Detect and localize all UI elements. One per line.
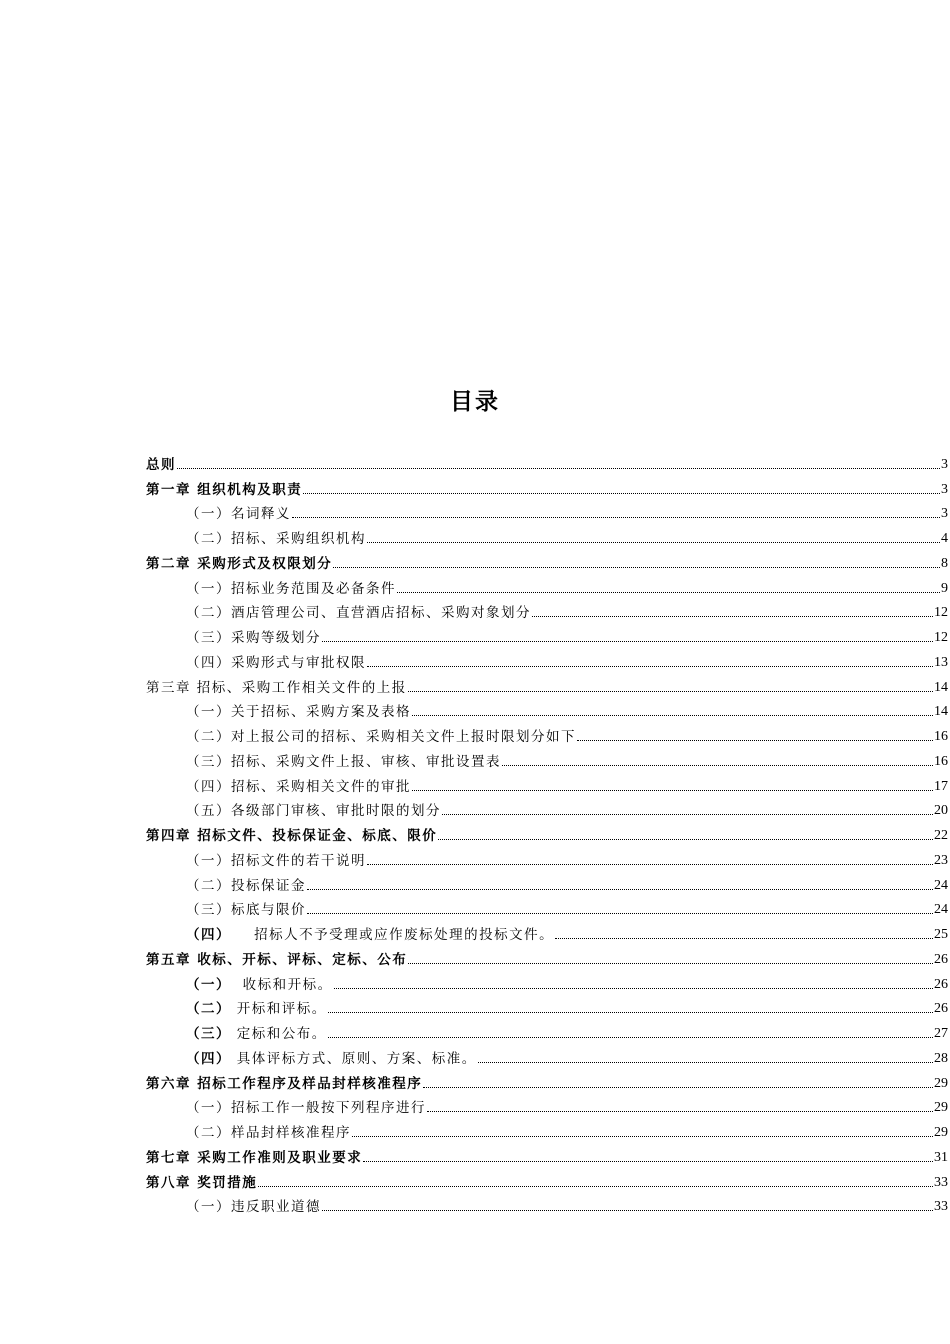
toc-entry-label: 第四章 招标文件、投标保证金、标底、限价 [146, 828, 438, 844]
toc-page-number: 25 [934, 927, 948, 942]
dot-leader [258, 1186, 933, 1187]
toc-entry-number: （一） [186, 976, 231, 993]
toc-page-number: 28 [934, 1050, 948, 1066]
toc-entry-text: 具体评标方式、原则、方案、标准。 [231, 1050, 477, 1067]
dot-leader [555, 938, 933, 939]
dot-leader [303, 493, 940, 494]
dot-leader [577, 740, 933, 741]
toc-entry-label: （三）招标、采购文件上报、审核、审批设置表 [186, 753, 501, 770]
toc-entry-label: （一）招标文件的若干说明 [186, 852, 366, 869]
toc-page-number: 26 [934, 951, 948, 967]
toc-entry[interactable] [146, 1167, 948, 1192]
toc-entry[interactable] [146, 647, 948, 672]
dot-leader [334, 988, 933, 989]
toc-entry-number: （四） [186, 1050, 231, 1067]
dot-leader [408, 691, 933, 692]
toc-page-number: 4 [941, 531, 948, 546]
toc-entry-label: 第七章 采购工作准则及职业要求 [146, 1149, 363, 1166]
toc-page-number: 16 [934, 729, 948, 744]
dot-leader [423, 1087, 933, 1088]
toc-entry-label: 第二章 采购形式及权限划分 [146, 555, 333, 572]
toc-entry-text: 招标人不予受理或应作废标处理的投标文件。 [231, 927, 555, 943]
toc-entry[interactable] [146, 622, 948, 647]
toc-page-number: 12 [934, 630, 948, 645]
toc-entry-label: 第六章 招标工作程序及样品封样核准程序 [146, 1075, 423, 1092]
toc-entry-label [186, 976, 333, 994]
toc-entry-text: 收标和开标。 [231, 976, 333, 993]
toc-entry-label: （四）采购形式与审批权限 [186, 654, 366, 671]
toc-page-number: 14 [934, 704, 948, 720]
toc-entry[interactable] [146, 598, 948, 623]
table-of-contents [146, 449, 948, 1216]
toc-entry-label: （四）招标、采购相关文件的审批 [186, 778, 411, 795]
toc-page-number: 26 [934, 976, 948, 992]
toc-page-number: 29 [934, 1075, 948, 1091]
toc-entry[interactable] [146, 994, 948, 1019]
toc-entry[interactable] [146, 474, 948, 499]
toc-entry-label [186, 1000, 327, 1018]
dot-leader [408, 963, 933, 964]
toc-entry[interactable] [146, 499, 948, 524]
toc-entry-label: （三）标底与限价 [186, 902, 306, 919]
toc-page-number: 12 [934, 605, 948, 621]
toc-entry-number: （二） [186, 1001, 231, 1018]
toc-page-number: 14 [934, 679, 948, 695]
toc-page-number: 16 [934, 753, 948, 769]
toc-entry-label [186, 926, 554, 944]
toc-page-number: 29 [934, 1125, 948, 1140]
toc-entry-label: 第五章 收标、开标、评标、定标、公布 [146, 951, 408, 968]
toc-entry[interactable] [146, 1068, 948, 1093]
dot-leader [397, 592, 940, 593]
dot-leader [352, 1136, 933, 1137]
toc-page-number: 33 [934, 1199, 948, 1215]
toc-entry[interactable] [146, 845, 948, 870]
toc-page-number: 29 [934, 1100, 948, 1116]
toc-page-number: 8 [941, 555, 948, 571]
toc-entry[interactable] [146, 820, 948, 845]
toc-page-number: 24 [934, 902, 948, 918]
toc-entry-label: （二）投标保证金 [186, 877, 306, 894]
toc-entry-label: 第一章 组织机构及职责 [146, 481, 303, 498]
toc-entry-label: （一）招标业务范围及必备条件 [186, 580, 396, 597]
toc-entry-label: （二）招标、采购组织机构 [186, 531, 366, 547]
toc-entry[interactable] [146, 1117, 948, 1142]
dot-leader [363, 1161, 933, 1162]
toc-entry[interactable] [146, 919, 948, 944]
toc-entry[interactable] [146, 721, 948, 746]
dot-leader [328, 1012, 933, 1013]
toc-entry[interactable] [146, 573, 948, 598]
toc-entry[interactable] [146, 548, 948, 573]
toc-entry-label: （二）对上报公司的招标、采购相关文件上报时限划分如下 [186, 729, 576, 745]
toc-entry-number: （四） [186, 927, 231, 943]
toc-entry-label: （三）采购等级划分 [186, 630, 321, 646]
toc-entry-label: 第八章 奖罚措施 [146, 1174, 258, 1191]
toc-page-number: 22 [934, 828, 948, 843]
dot-leader [427, 1111, 933, 1112]
dot-leader [328, 1037, 933, 1038]
toc-page-number: 3 [941, 481, 948, 497]
toc-page-number: 33 [934, 1174, 948, 1190]
toc-entry-label: 总则 [146, 456, 176, 473]
toc-entry-label: （一）名词释义 [186, 506, 291, 523]
dot-leader [322, 641, 933, 642]
toc-entry[interactable] [146, 1192, 948, 1217]
toc-entry-label: （一）关于招标、采购方案及表格 [186, 704, 411, 721]
toc-entry-label: （二）酒店管理公司、直营酒店招标、采购对象划分 [186, 605, 531, 622]
dot-leader [438, 839, 933, 840]
dot-leader [307, 913, 933, 914]
toc-title: 目录 [450, 389, 500, 415]
toc-entry[interactable] [146, 449, 948, 474]
toc-page-number: 20 [934, 803, 948, 819]
toc-entry-label: （二）样品封样核准程序 [186, 1125, 351, 1141]
toc-entry[interactable] [146, 944, 948, 969]
toc-page-number: 24 [934, 877, 948, 893]
toc-entry-label [186, 1025, 327, 1043]
toc-entry-label: （一）违反职业道德 [186, 1199, 321, 1216]
dot-leader [292, 517, 940, 518]
toc-page-number: 3 [941, 456, 948, 472]
toc-page-number: 31 [934, 1149, 948, 1165]
toc-page-number: 23 [934, 852, 948, 868]
dot-leader [307, 889, 933, 890]
dot-leader [367, 542, 940, 543]
toc-page-number: 9 [941, 580, 948, 596]
dot-leader [367, 864, 933, 865]
toc-page-number: 27 [934, 1026, 948, 1041]
toc-entry-text: 开标和评标。 [231, 1001, 327, 1018]
toc-entry[interactable] [146, 796, 948, 821]
dot-leader [478, 1062, 933, 1063]
toc-entry-text: 定标和公布。 [231, 1026, 327, 1042]
toc-page-number: 26 [934, 1001, 948, 1017]
toc-entry[interactable] [146, 523, 948, 548]
toc-entry-label [186, 1050, 477, 1068]
toc-entry[interactable] [146, 870, 948, 895]
toc-entry[interactable] [146, 969, 948, 994]
toc-page-number: 17 [934, 778, 948, 794]
toc-page-number: 3 [941, 506, 948, 522]
toc-entry[interactable] [146, 895, 948, 920]
dot-leader [412, 715, 933, 716]
dot-leader [333, 567, 940, 568]
toc-entry[interactable] [146, 1142, 948, 1167]
dot-leader [502, 765, 933, 766]
toc-entry-label: （一）招标工作一般按下列程序进行 [186, 1100, 426, 1117]
toc-entry[interactable] [146, 1093, 948, 1118]
toc-entry[interactable] [146, 1018, 948, 1043]
dot-leader [367, 666, 933, 667]
toc-entry-number: （三） [186, 1026, 231, 1042]
dot-leader [322, 1210, 933, 1211]
toc-entry-label: 第三章 招标、采购工作相关文件的上报 [146, 679, 407, 696]
toc-entry[interactable] [146, 746, 948, 771]
dot-leader [442, 814, 933, 815]
toc-page-number: 13 [934, 654, 948, 670]
toc-entry[interactable] [146, 697, 948, 722]
dot-leader [532, 616, 933, 617]
dot-leader [412, 790, 933, 791]
toc-entry[interactable] [146, 672, 948, 697]
toc-entry[interactable] [146, 1043, 948, 1068]
toc-entry-label: （五）各级部门审核、审批时限的划分 [186, 803, 441, 820]
dot-leader [177, 468, 940, 469]
toc-entry[interactable] [146, 771, 948, 796]
